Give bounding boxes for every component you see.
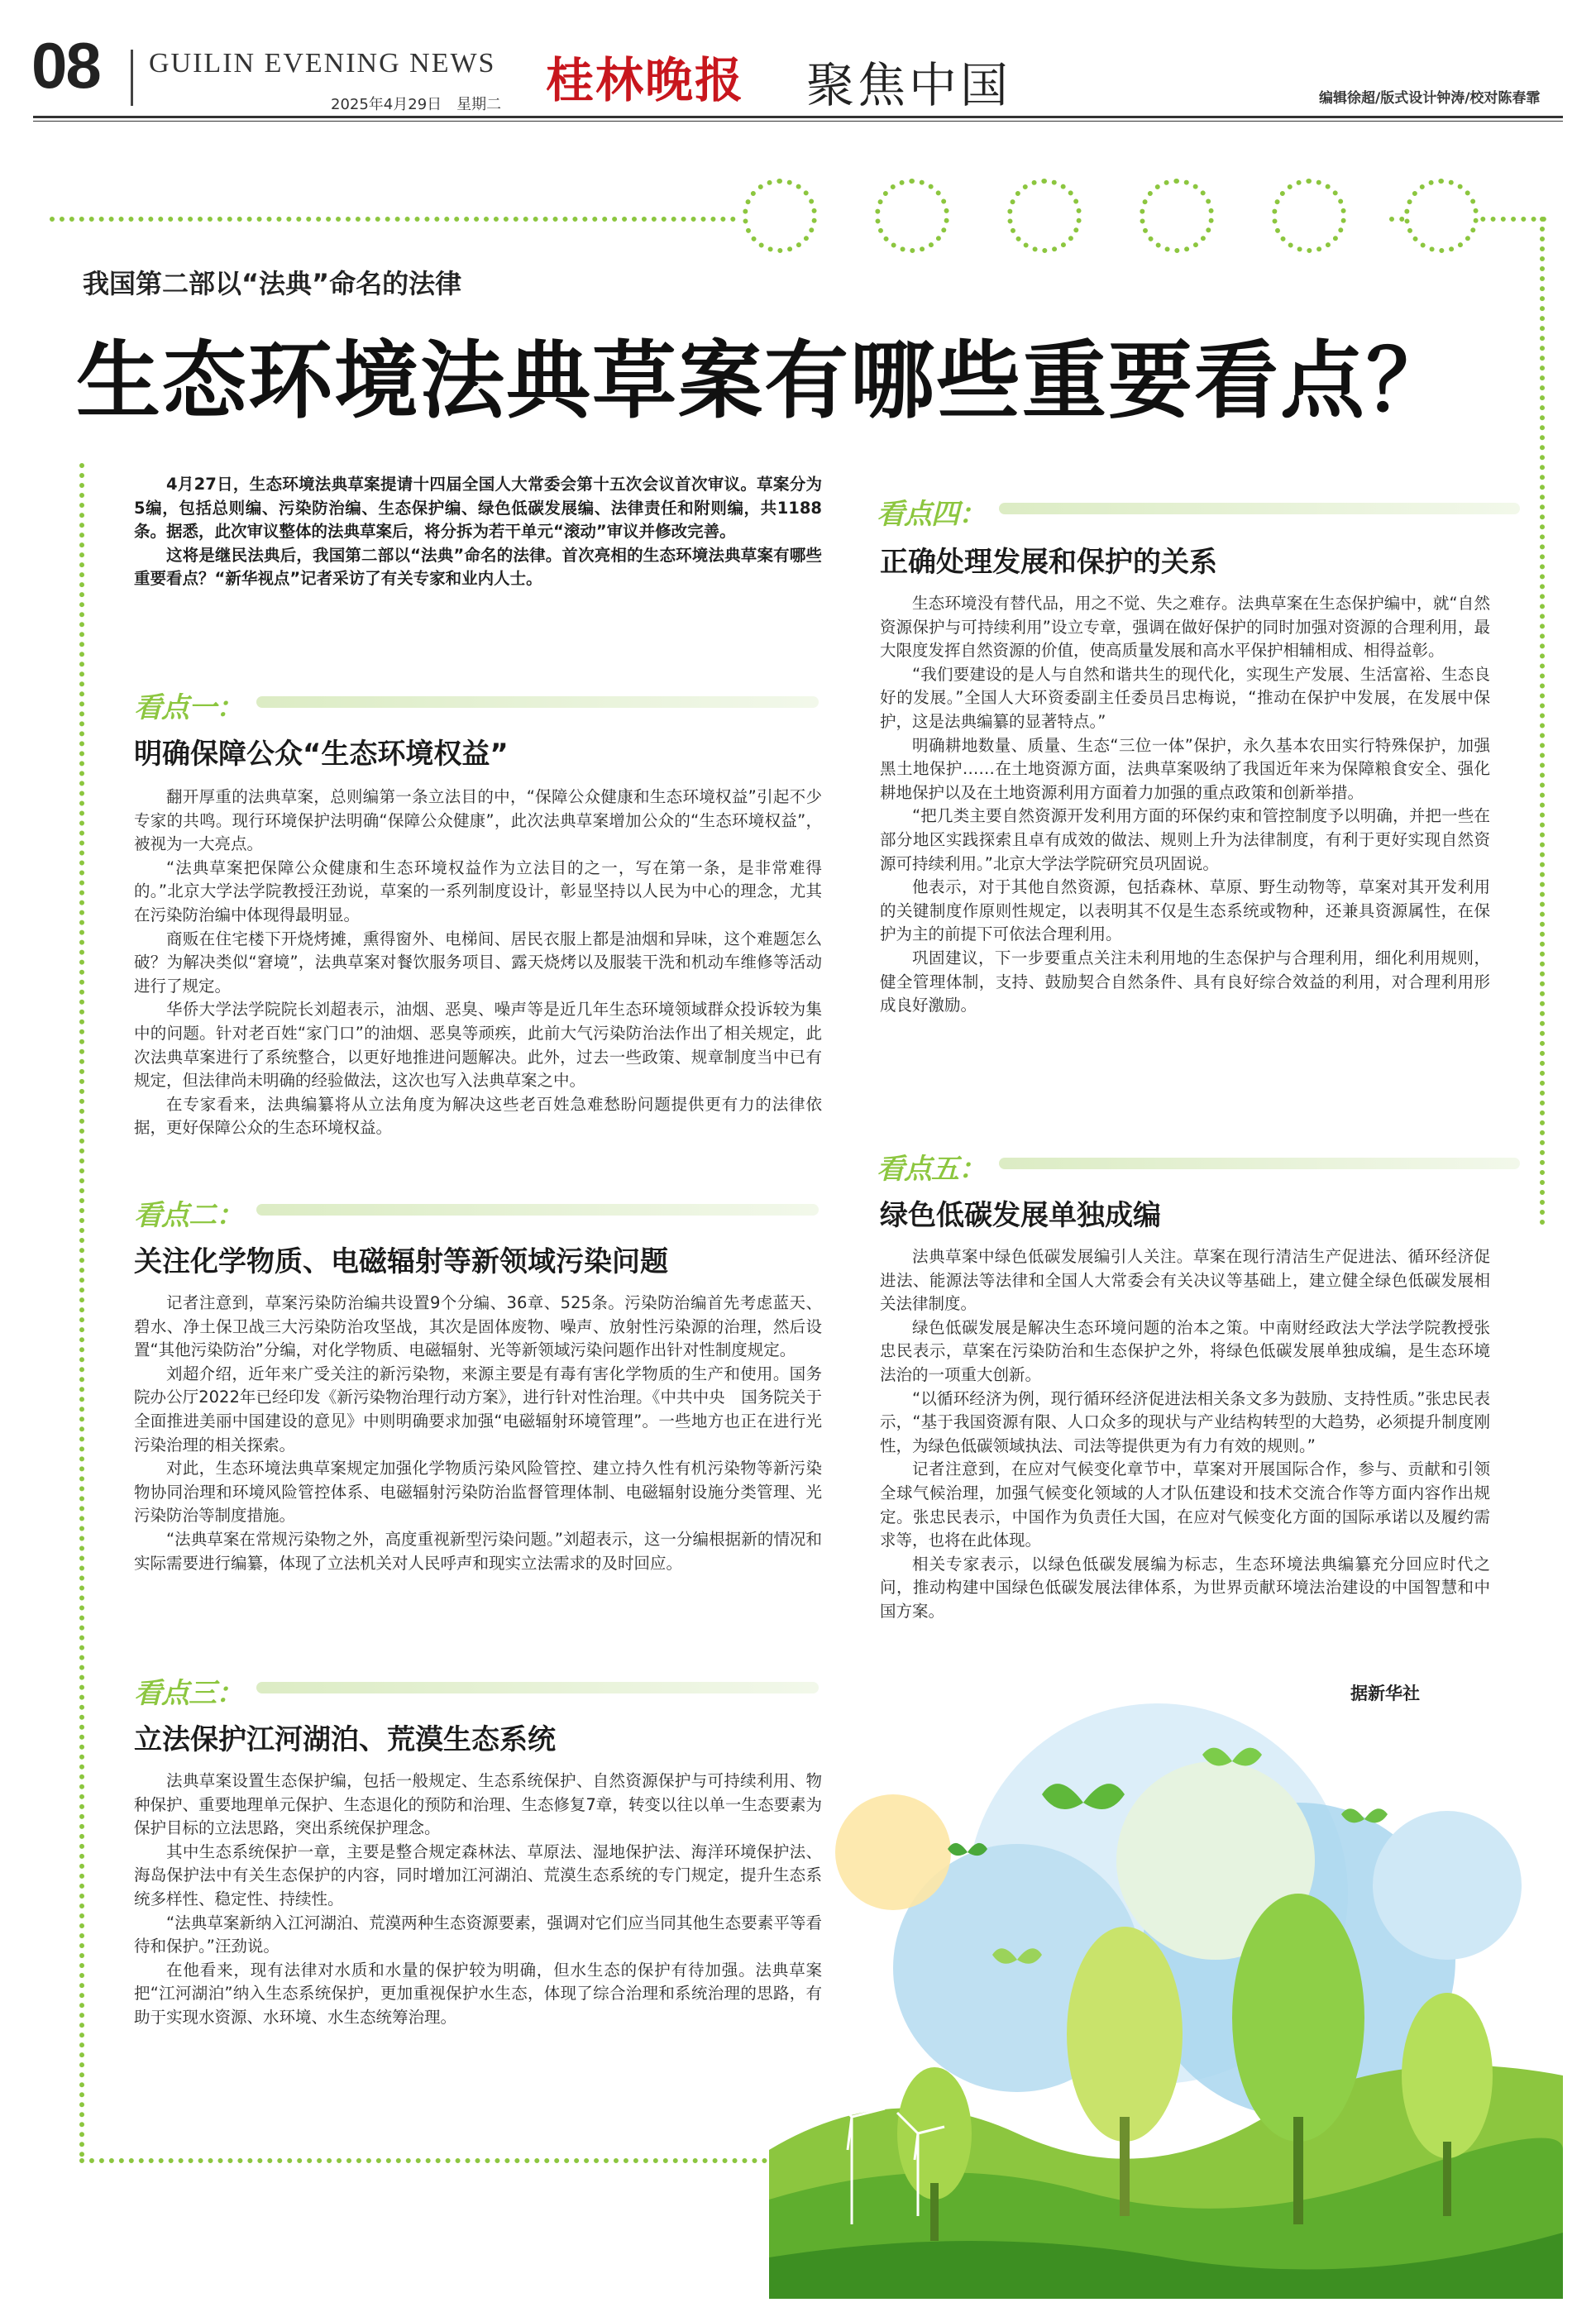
header-rule-thin: [33, 121, 1563, 122]
body-paragraph: 其中生态系统保护一章，主要是整合规定森林法、草原法、湿地保护法、海洋环境保护法、海岛保护法中有关生态保护的内容，同时增加江河湖泊、荒漠生态系统的专门规定，提升生态系统多样性、稳定性、持续性。: [134, 1841, 822, 1908]
keypoint-label-3: 看点三：: [134, 1677, 243, 1710]
paper-name-english: GUILIN EVENING NEWS: [149, 48, 496, 79]
keypoint-body-4: [880, 592, 1490, 1018]
keypoint-title-5: 绿色低碳发展单独成编: [880, 1199, 1161, 1232]
header-rule: [33, 116, 1563, 118]
section-title: 聚焦中国: [806, 57, 1012, 113]
article-intro: [134, 473, 822, 591]
body-paragraph: 法典草案中绿色低碳发展编引人关注。草案在现行清洁生产促进法、循环经济促进法、能源法等法律和全国人大常委会有关决议等基础上，建立健全绿色低碳发展相关法律制度。: [880, 1247, 1490, 1314]
body-paragraph: 绿色低碳发展是解决生态环境问题的治本之策。中南财经政法大学法学院教授张忠民表示，草案在污染防治和生态保护之外，将绿色低碳发展单独成编，是生态环境法治的一项重大创新。: [880, 1317, 1490, 1384]
article-source: 据新华社: [1350, 1684, 1420, 1703]
body-paragraph: 翻开厚重的法典草案，总则编第一条立法目的中，“保障公众健康和生态环境权益”引起不少专家的共鸣。现行环境保护法明确“保障公众健康”，此次法典草案增加公众的“生态环境权益”，被视为一大亮点。: [134, 787, 822, 854]
article-headline: 生态环境法典草案有哪些重要看点？: [76, 332, 1452, 431]
masthead-logo: 桂林晚报: [546, 52, 745, 108]
body-paragraph: 商贩在住宅楼下开烧烤摊，熏得窗外、电梯间、居民衣服上都是油烟和异味，这个难题怎么破？为解决类似“窘境”，法典草案对餐饮服务项目、露天烧烤以及服装干洗和机动车维修等活动进行了规定。: [134, 929, 822, 996]
eco-illustration: [769, 1687, 1563, 2299]
body-paragraph: 记者注意到，草案污染防治编共设置9个分编、36章、525条。污染防治编首先考虑蓝天、碧水、净土保卫战三大污染防治攻坚战，其次是固体废物、噪声、放射性污染源的治理，然后设置“其他污染防治”分编，对化学物质、电磁辐射、光等新领域污染问题作出针对性制度规定。: [134, 1293, 822, 1360]
body-paragraph: 在专家看来，法典编纂将从立法角度为解决这些老百姓急难愁盼问题提供更有力的法律依据，更好保障公众的生态环境权益。: [134, 1094, 822, 1138]
frame-circle: [1007, 179, 1082, 253]
header-divider: [131, 50, 133, 106]
body-paragraph: 华侨大学法学院院长刘超表示，油烟、恶臭、噪声等是近几年生态环境领域群众投诉较为集中的问题。针对老百姓“家门口”的油烟、恶臭等顽疾，此前大气污染防治法作出了相关规定，此次法典草案进行了系统整合，以更好地推进问题解决。此外，过去一些政策、规章制度当中已有规定，但法律尚未明确的经验做法，这次也写入法典草案之中。: [134, 1000, 822, 1091]
body-paragraph: “法典草案在常规污染物之外，高度重视新型污染问题。”刘超表示，这一分编根据新的情况和实际需要进行编纂，体现了立法机关对人民呼声和现实立法需求的及时回应。: [134, 1529, 822, 1573]
keypoint-body-5: [880, 1245, 1490, 1624]
keypoint-body-2: [134, 1292, 822, 1575]
keypoint-title-4: 正确处理发展和保护的关系: [880, 546, 1217, 579]
keypoint-label-5: 看点五：: [877, 1153, 986, 1186]
keypoint-bar: [256, 696, 819, 708]
frame-left: [79, 463, 84, 2158]
body-paragraph: 明确耕地数量、质量、生态“三位一体”保护，永久基本农田实行特殊保护，加强黑土地保护……在土地资源方面，法典草案吸纳了我国近年来为保障粮食安全、强化耕地保护以及在土地资源利用方面着力加强的重点政策和创新举措。: [880, 735, 1490, 802]
body-paragraph: 对此，生态环境法典草案规定加强化学物质污染风险管控、建立持久性有机污染物等新污染物协同治理和环境风险管控体系、电磁辐射污染防治监督管理体制、电磁辐射设施分类管理、光污染防治等制度措施。: [134, 1459, 822, 1526]
body-paragraph: 他表示，对于其他自然资源，包括森林、草原、野生动物等，草案对其开发利用的关键制度作原则性规定，以表明其不仅是生态系统或物种，还兼具资源属性，在保护为主的前提下可依法合理利用。: [880, 877, 1490, 944]
keypoint-label-4: 看点四：: [877, 498, 986, 531]
keypoint-label-2: 看点二：: [134, 1199, 243, 1232]
page-number: 08: [31, 29, 100, 102]
frame-top-left: [50, 217, 736, 222]
article-kicker: 我国第二部以“法典”命名的法律: [83, 268, 462, 299]
body-paragraph: 刘超介绍，近年来广受关注的新污染物，来源主要是有毒有害化学物质的生产和使用。国务院办公厅2022年已经印发《新污染物治理行动方案》，进行针对性治理。《中共中央 国务院关于全面推进美丽中国建设的意见》中则明确要求加强“电磁辐射环境管理”。一些地方也正在进行光污染治理的相关探索。: [134, 1364, 822, 1455]
keypoint-title-3: 立法保护江河湖泊、荒漠生态系统: [134, 1723, 556, 1756]
butterfly-icon: [948, 1843, 987, 1856]
body-paragraph: 生态环境没有替代品，用之不觉、失之难存。法典草案在生态保护编中，就“自然资源保护与可持续利用”设立专章，强调在做好保护的同时加强对资源的合理利用，最大限度发挥自然资源的价值，使高质量发展和高水平保护相辅相成、相得益彰。: [880, 594, 1490, 661]
keypoint-title-1: 明确保障公众“生态环境权益”: [134, 738, 509, 771]
frame-right: [1540, 217, 1545, 1225]
body-paragraph: “法典草案新纳入江河湖泊、荒漠两种生态资源要素，强调对它们应当同其他生态要素平等看待和保护。”汪劲说。: [134, 1913, 822, 1956]
body-paragraph: “把几类主要自然资源开发利用方面的环保约束和管控制度予以明确，并把一些在部分地区实践探索且卓有成效的做法、规则上升为法律制度，有利于更好实现自然资源可持续利用。”北京大学法学院研究员巩固说。: [880, 806, 1490, 873]
frame-bottom: [79, 2158, 807, 2163]
keypoint-bar: [999, 503, 1520, 514]
body-paragraph: 相关专家表示，以绿色低碳发展编为标志，生态环境法典编纂充分回应时代之问，推动构建中国绿色低碳发展法律体系，为世界贡献环境法治建设的中国智慧和中国方案。: [880, 1554, 1490, 1621]
frame-circle: [875, 179, 949, 253]
keypoint-bar: [999, 1158, 1520, 1169]
intro-paragraph: 4月27日，生态环境法典草案提请十四届全国人大常委会第十五次会议首次审议。草案分为5编，包括总则编、污染防治编、生态保护编、绿色低碳发展编、法律责任和附则编，共1188条。据悉，此次审议整体的法典草案后，将分拆为若干单元“滚动”审议并修改完善。: [134, 475, 822, 542]
body-paragraph: 记者注意到，在应对气候变化章节中，草案对开展国际合作，参与、贡献和引领全球气候治理，加强气候变化领域的人才队伍建设和技术交流合作等方面内容作出规定。张忠民表示，中国作为负责任大国，在应对气候变化方面的国际承诺以及履约需求等，也将在此体现。: [880, 1459, 1490, 1550]
intro-paragraph: 这将是继民法典后，我国第二部以“法典”命名的法律。首次亮相的生态环境法典草案有哪些重要看点？“新华视点”记者采访了有关专家和业内人士。: [134, 545, 822, 589]
frame-circle: [1140, 179, 1214, 253]
frame-circle: [743, 179, 817, 253]
keypoint-body-3: [134, 1770, 822, 2030]
keypoint-bar: [256, 1204, 819, 1216]
frame-circle: [1404, 179, 1479, 253]
keypoint-body-1: [134, 786, 822, 1140]
keypoint-bar: [256, 1682, 819, 1693]
frame-circle: [1272, 179, 1346, 253]
body-paragraph: “以循环经济为例，现行循环经济促进法相关条文多为鼓励、支持性质。”张忠民表示，“基于我国资源有限、人口众多的现状与产业结构转型的大趋势，必须提升制度刚性，为绿色低碳领域执法、司法等提供更为有力有效的规则。”: [880, 1388, 1490, 1455]
keypoint-title-2: 关注化学物质、电磁辐射等新领域污染问题: [134, 1245, 668, 1278]
issue-date: 2025年4月29日 星期二: [331, 96, 502, 113]
body-paragraph: 法典草案设置生态保护编，包括一般规定、生态系统保护、自然资源保护与可持续利用、物种保护、重要地理单元保护、生态退化的预防和治理、生态修复7章，转变以往以单一生态要素为保护目标的立法思路，突出系统保护理念。: [134, 1771, 822, 1838]
body-paragraph: “法典草案把保障公众健康和生态环境权益作为立法目的之一，写在第一条，是非常难得的。”北京大学法学院教授汪劲说，草案的一系列制度设计，彰显坚持以人民为中心的理念，尤其在污染防治编中体现得最明显。: [134, 857, 822, 924]
body-paragraph: “我们要建设的是人与自然和谐共生的现代化，实现生产发展、生活富裕、生态良好的发展。”全国人大环资委副主任委员吕忠梅说，“推动在保护中发展，在发展中保护，这是法典编纂的显著特点。”: [880, 664, 1490, 731]
body-paragraph: 在他看来，现有法律对水质和水量的保护较为明确，但水生态的保护有待加强。法典草案把“江河湖泊”纳入生态系统保护，更加重视保护水生态，体现了综合治理和系统治理的思路，有助于实现水资源、水环境、水生态统筹治理。: [134, 1960, 822, 2027]
keypoint-label-1: 看点一：: [134, 691, 243, 724]
editor-credits: 编辑徐超/版式设计钟涛/校对陈春霏: [1319, 90, 1541, 107]
body-paragraph: 巩固建议，下一步要重点关注未利用地的生态保护与合理利用，细化利用规则，健全管理体制，支持、鼓励契合自然条件、具有良好综合效益的利用，对合理利用形成良好激励。: [880, 948, 1490, 1015]
